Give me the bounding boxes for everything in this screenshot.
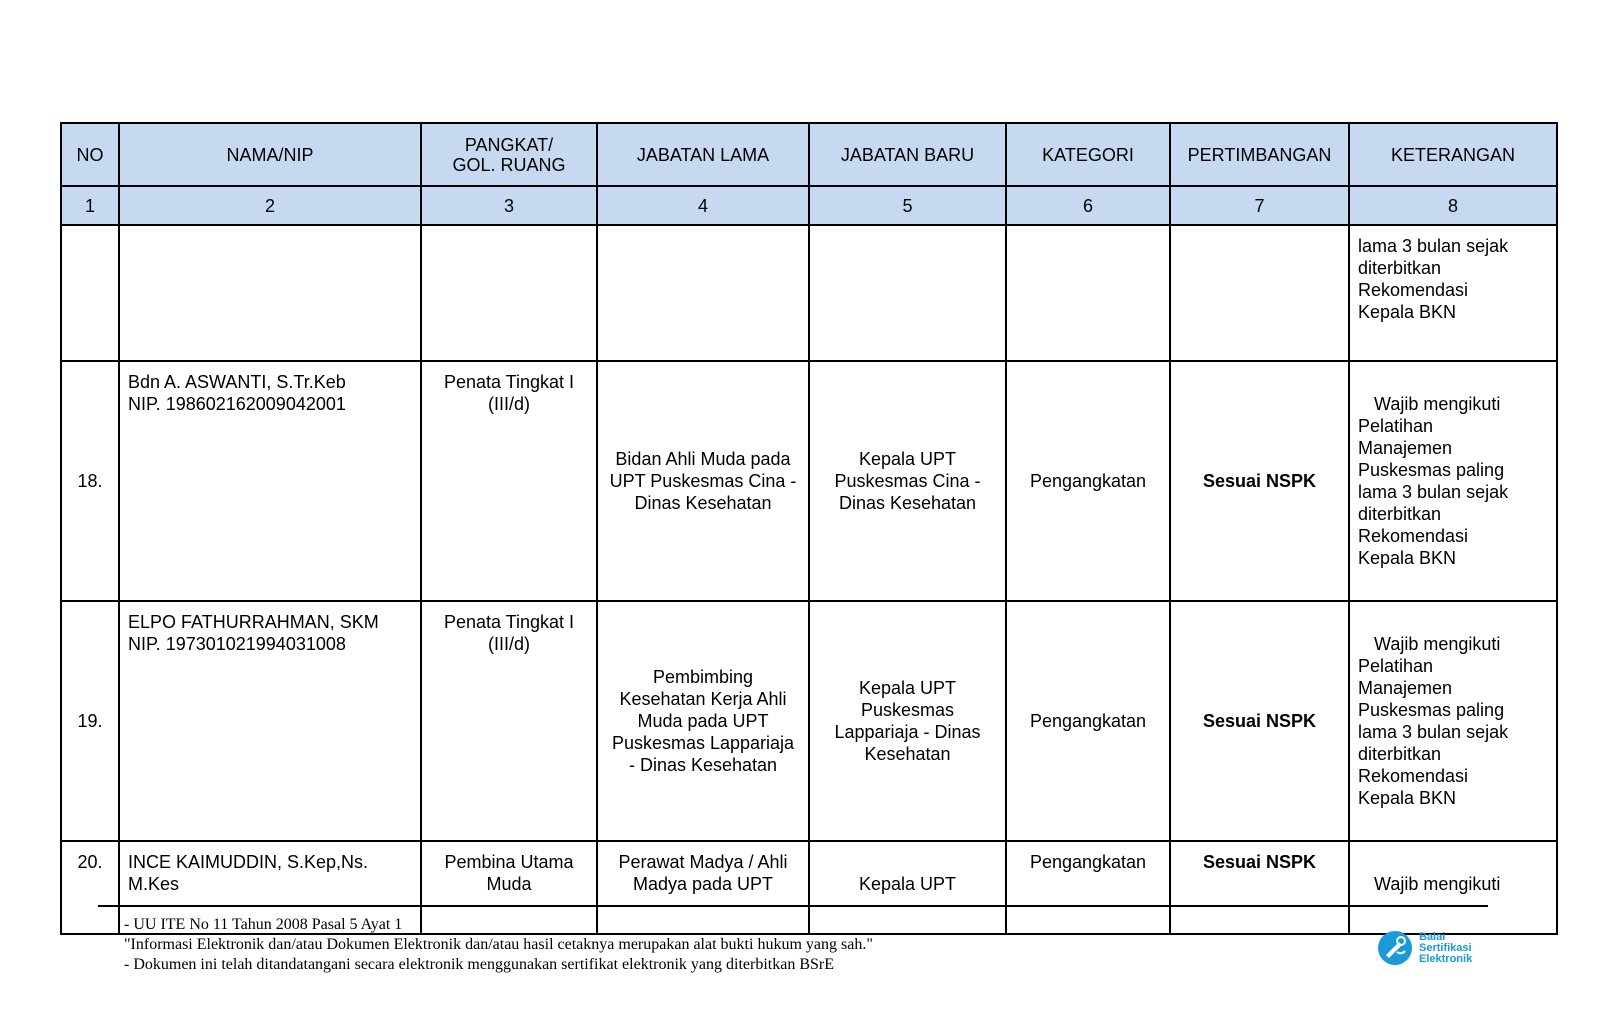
header-number-row <box>61 186 1557 225</box>
row-number: 19. <box>61 601 119 841</box>
keterangan-cell: Wajib mengikuti Pelatihan Manajemen Puskesmas paling lama 3 bulan sejak diterbitkan Rekomendasi Kepala BKN <box>1349 601 1557 841</box>
jabatan-baru-cell: Kepala UPT Puskesmas Lappariaja - Dinas Kesehatan <box>809 601 1006 841</box>
employee-nip: NIP. 197301021994031008 <box>128 634 346 654</box>
header-nama-nip: NAMA/NIP <box>119 123 421 186</box>
jabatan-lama-cell: Bidan Ahli Muda pada UPT Puskesmas Cina - Dinas Kesehatan <box>597 361 809 601</box>
pertimbangan-cell: Sesuai NSPK <box>1170 361 1349 601</box>
header-pertimbangan: PERTIMBANGAN <box>1170 123 1349 186</box>
footer-divider <box>98 905 1488 907</box>
pertimbangan-cell: Sesuai NSPK <box>1170 841 1349 934</box>
header-number: 7 <box>1170 186 1349 225</box>
header-number: 3 <box>421 186 597 225</box>
bsre-logo-text: Balai Sertifikasi Elektronik <box>1419 930 1473 965</box>
pangkat-cell: Penata Tingkat I (III/d) <box>421 361 597 601</box>
jabatan-baru-cell: Kepala UPT <box>809 841 1006 934</box>
bsre-logo <box>1377 930 1472 966</box>
jabatan-lama-cell: Pembimbing Kesehatan Kerja Ahli Muda pada UPT Puskesmas Lappariaja - Dinas Kesehatan <box>597 601 809 841</box>
footer-line: - Dokumen ini telah ditandatangani secara elektronik menggunakan sertifikat elektronik yang diterbitkan BSrE <box>124 956 834 973</box>
kategori-cell: Pengangkatan <box>1006 601 1170 841</box>
header-number: 6 <box>1006 186 1170 225</box>
header-jabatan-lama: JABATAN LAMA <box>597 123 809 186</box>
row-number: 18. <box>61 361 119 601</box>
header-number: 8 <box>1349 186 1557 225</box>
pangkat-cell: Penata Tingkat I (III/d) <box>421 601 597 841</box>
footer-line: "Informasi Elektronik dan/atau Dokumen Elektronik dan/atau hasil cetaknya merupakan alat bukti hukum yang sah." <box>124 936 873 953</box>
footer-disclaimer <box>124 915 873 975</box>
kategori-cell: Pengangkatan <box>1006 841 1170 934</box>
footer-line: - UU ITE No 11 Tahun 2008 Pasal 5 Ayat 1 <box>124 916 403 933</box>
jabatan-lama-cell: Perawat Madya / Ahli Madya pada UPT <box>597 841 809 934</box>
header-kategori: KATEGORI <box>1006 123 1170 186</box>
header-pangkat: PANGKAT/ GOL. RUANG <box>421 123 597 186</box>
employee-name: ELPO FATHURRAHMAN, SKM <box>128 612 379 632</box>
employee-nip: M.Kes <box>128 874 180 894</box>
header-number: 1 <box>61 186 119 225</box>
keterangan-cell: lama 3 bulan sejak diterbitkan Rekomendasi Kepala BKN <box>1349 225 1557 361</box>
employee-name: INCE KAIMUDDIN, S.Kep,Ns. <box>128 852 369 872</box>
nama-nip-cell <box>119 361 421 601</box>
jabatan-baru-cell: Kepala UPT Puskesmas Cina - Dinas Kesehatan <box>809 361 1006 601</box>
table-row-continued <box>61 225 1557 361</box>
table-row <box>61 361 1557 601</box>
header-row <box>61 123 1557 186</box>
keterangan-cell: Wajib mengikuti Pelatihan Manajemen Puskesmas paling lama 3 bulan sejak diterbitkan Rekomendasi Kepala BKN <box>1349 361 1557 601</box>
employee-nip: NIP. 198602162009042001 <box>128 394 346 414</box>
header-number: 2 <box>119 186 421 225</box>
header-keterangan: KETERANGAN <box>1349 123 1557 186</box>
nama-nip-cell <box>119 601 421 841</box>
table-row <box>61 601 1557 841</box>
pangkat-cell: Pembina Utama Muda <box>421 841 597 934</box>
kategori-cell: Pengangkatan <box>1006 361 1170 601</box>
bsre-logo-icon <box>1377 930 1413 966</box>
header-number: 5 <box>809 186 1006 225</box>
header-no: NO <box>61 123 119 186</box>
row-number: 20. <box>61 841 119 934</box>
pertimbangan-cell: Sesuai NSPK <box>1170 601 1349 841</box>
header-number: 4 <box>597 186 809 225</box>
employee-name: Bdn A. ASWANTI, S.Tr.Keb <box>128 372 346 392</box>
document-table <box>60 122 1558 935</box>
header-jabatan-baru: JABATAN BARU <box>809 123 1006 186</box>
keterangan-cell: Wajib mengikuti <box>1349 841 1557 934</box>
